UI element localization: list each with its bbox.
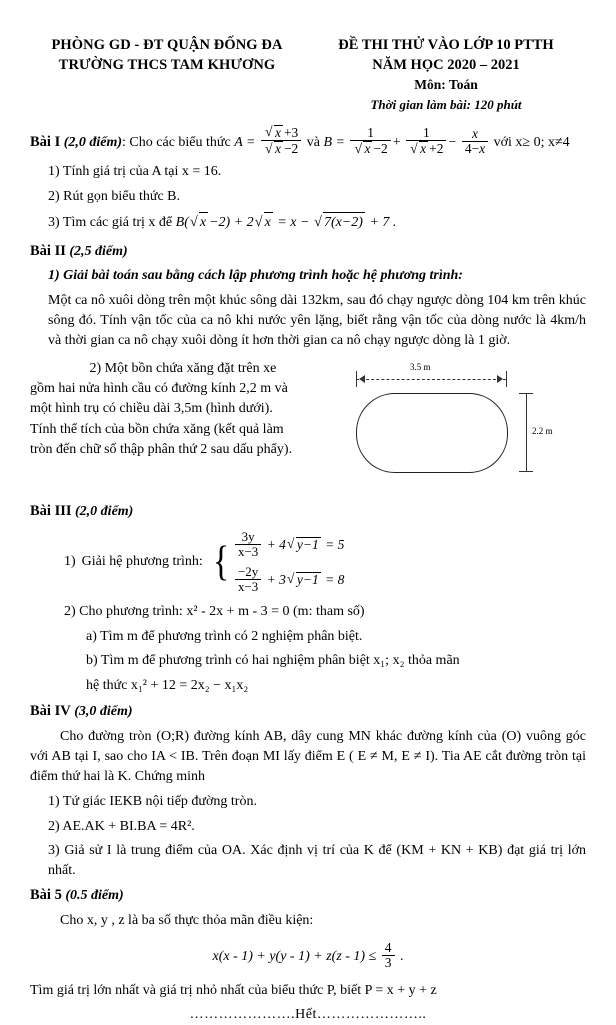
bai-4-paragraph-text: Cho đường tròn (O;R) đường kính AB, dây cung MN khác đường kính của (O) vuông góc với AB tại I, sao cho IA < IB. Trên đoạn MI lấy điểm E ( E ≠ M, E ≠ I). Tia AE cắt đường tròn tại điểm thứ hai là K. Chứng minh [30,729,586,784]
duration: Thời gian làm bài: 120 phút [370,97,522,113]
end-marker: ………………….Hết………………….. [189,1006,427,1022]
bai-3-q2b: b) Tìm m để phương trình có hai nghiệm phân biệt x₁; x₂ thỏa mãn [86,653,460,669]
bai-2-q2-text-block [30,359,302,460]
figure-width-label: 3.5 m [410,361,431,372]
sys2-rest: + 3 √ y−1 = 8 [266,570,345,587]
expr-b-term3: $\frac{x}{4-x}$ [462,127,488,157]
bai-4-q3: 3) Giả sử I là trung điểm của OA. Xác định vị trí của K để (KM + KN + KB) đạt giá trị lớn nhất. [48,843,586,879]
bai-3 [30,501,586,696]
system-row-1 [233,527,344,562]
bai-3-q1 [30,527,586,597]
bai-4-paragraph [30,727,586,787]
bai-4 [30,701,586,881]
system-row-2 [233,562,344,597]
exam-block [306,36,586,115]
bai-1 [30,125,586,233]
inequality-left: x(x - 1) + y(y - 1) + z(z - 1) ≤ [212,949,377,965]
figure-height-label: 2.2 m [532,425,553,436]
expr-a-fraction: √ x +3 √ x −2 [261,125,301,157]
system-brace: { [212,538,229,585]
bai-4-q2: 2) AE.AK + BI.BA = 4R². [48,818,195,834]
bai-1-title: Bài I [30,133,61,150]
bai-2-q2 [30,359,586,495]
bai-4-q1: 1) Tứ giác IEKB nội tiếp đường tròn. [48,793,257,809]
bai-1-stem-text: : Cho các biểu thức [122,134,231,150]
bai-2-heading [30,241,586,262]
bai-1-q3 [30,212,586,233]
bai-1-stem: Bài I (2,0 điểm): Cho các biểu thức A = √ x +3 √ x −2 và B = 1 √ x −2 + 1 √ x +2 − $\frac{x}{4-x}$ với x≥ 0; x≠4 [30,124,570,157]
bai-3-heading [30,501,586,522]
bai-5-title: Bài 5 [30,887,62,904]
bai-1-q2: 2) Rút gọn biểu thức B. [48,188,181,204]
bai-4-heading [30,701,586,722]
bai-4-title: Bài IV [30,703,71,720]
document-header [30,36,586,115]
bai-3-q2a: a) Tìm m để phương trình có 2 nghiệm phân biệt. [86,628,363,644]
bai-5-points: (0.5 điểm) [65,888,124,904]
sys2-den: x−3 [237,578,259,594]
bai-3-q1-text: Giải hệ phương trình: [81,553,203,569]
bai-2-title: Bài II [30,242,66,259]
bai-5-question: Tìm giá trị lớn nhất và giá trị nhỏ nhất của biểu thức P, biết P = x + y + z [30,982,437,998]
expr-b-term1: 1 √ x −2 [350,126,390,157]
school-line: TRƯỜNG THCS TAM KHƯƠNG [58,56,276,73]
figure-tank-outline [356,393,508,473]
document-body [30,36,586,1025]
sys1-rest: + 4 √ y−1 = 5 [266,535,345,552]
figure-tick-right [506,371,507,387]
equation-system [211,527,345,597]
inequality-end: . [400,949,404,965]
bai-4-points: (3,0 điểm) [74,704,133,720]
expr-and: và [306,134,320,150]
bai-5-heading [30,885,586,906]
inequality-num: 4 [382,941,395,957]
bai-5-paragraph [30,911,586,931]
bai-2-q1-label: 1) [48,268,60,284]
bai-1-q3-equation: B( √ x −2) + 2 √ x = x − √ 7(x−2) + 7 . [176,215,397,230]
bai-2 [30,241,586,495]
school-year: NĂM HỌC 2020 – 2021 [372,56,520,73]
figure-height-line [526,393,527,471]
bai-1-q1: 1) Tính giá trị của A tại x = 16. [48,163,222,179]
sys2-num: −2y [235,565,261,580]
bai-3-points: (2,0 điểm) [75,503,134,519]
tank-figure [316,361,566,495]
sys1-den: x−3 [237,543,259,559]
expr-b-condition: với x≥ 0; x≠4 [493,134,570,150]
bai-5 [30,885,586,1025]
bai-3-q2b-cont: hệ thức x₁² + 12 = 2x₂ − x₁x₂ [86,678,249,694]
bai-2-q1 [30,266,586,286]
expr-a-label: A = [234,134,256,150]
subject: Môn: Toán [414,77,478,93]
figure-tick-bottom [519,471,533,472]
department-line: PHÒNG GD - ĐT QUẬN ĐỐNG ĐA [51,37,283,53]
exam-title: ĐỀ THI THỬ VÀO LỚP 10 PTTH [338,37,554,53]
expr-b-term2: 1 √ x +2 [406,126,446,157]
bai-3-q2: 2) Cho phương trình: x² - 2x + m - 3 = 0 (m: tham số) [64,603,365,619]
bai-2-q2-text: Một bồn chứa xăng đặt trên xe gồm hai nửa hình cầu có đường kính 2,2 m và một hình trụ có chiều dài 3,5m (hình dưới). Tính thể tích của bồn chứa xăng (kết quả làm tròn đến chữ số thập phân thứ 2 sau dấu phẩy). [30,360,293,458]
school-block [30,36,298,75]
bai-2-q1-paragraph: Một ca nô xuôi dòng trên một khúc sông dài 132km, sau đó chạy ngược dòng 104 km trên khúc sông đó. Tính vận tốc của ca nô khi nước yên lặng, biết rằng vận tốc của dòng nước là 4km/h và thời gian ca nô chạy xuôi dòng ít hơn thời gian ca nô chạy ngược dòng là 1 giờ. [48,293,586,348]
expr-b-label: B = [323,134,345,150]
bai-5-paragraph-text: Cho x, y , z là ba số thực thỏa mãn điều kiện: [60,913,314,929]
bai-3-q1-label: 1) [64,553,76,569]
bai-5-inequality [30,941,586,971]
inequality-fraction [382,941,395,971]
bai-2-q2-label: 2) [89,360,102,376]
bai-1-q3-text: 3) Tìm các giá trị x để [48,214,173,230]
bai-2-points: (2,5 điểm) [69,243,128,259]
figure-width-arrow [360,378,502,380]
bai-1-points: (2,0 điểm) [63,134,123,150]
inequality-den: 3 [384,955,392,971]
bai-3-title: Bài III [30,502,72,519]
bai-2-q1-text: Giải bài toán sau bằng cách lập phương trình hoặc hệ phương trình: [63,268,463,284]
sys1-num: 3y [235,530,261,545]
